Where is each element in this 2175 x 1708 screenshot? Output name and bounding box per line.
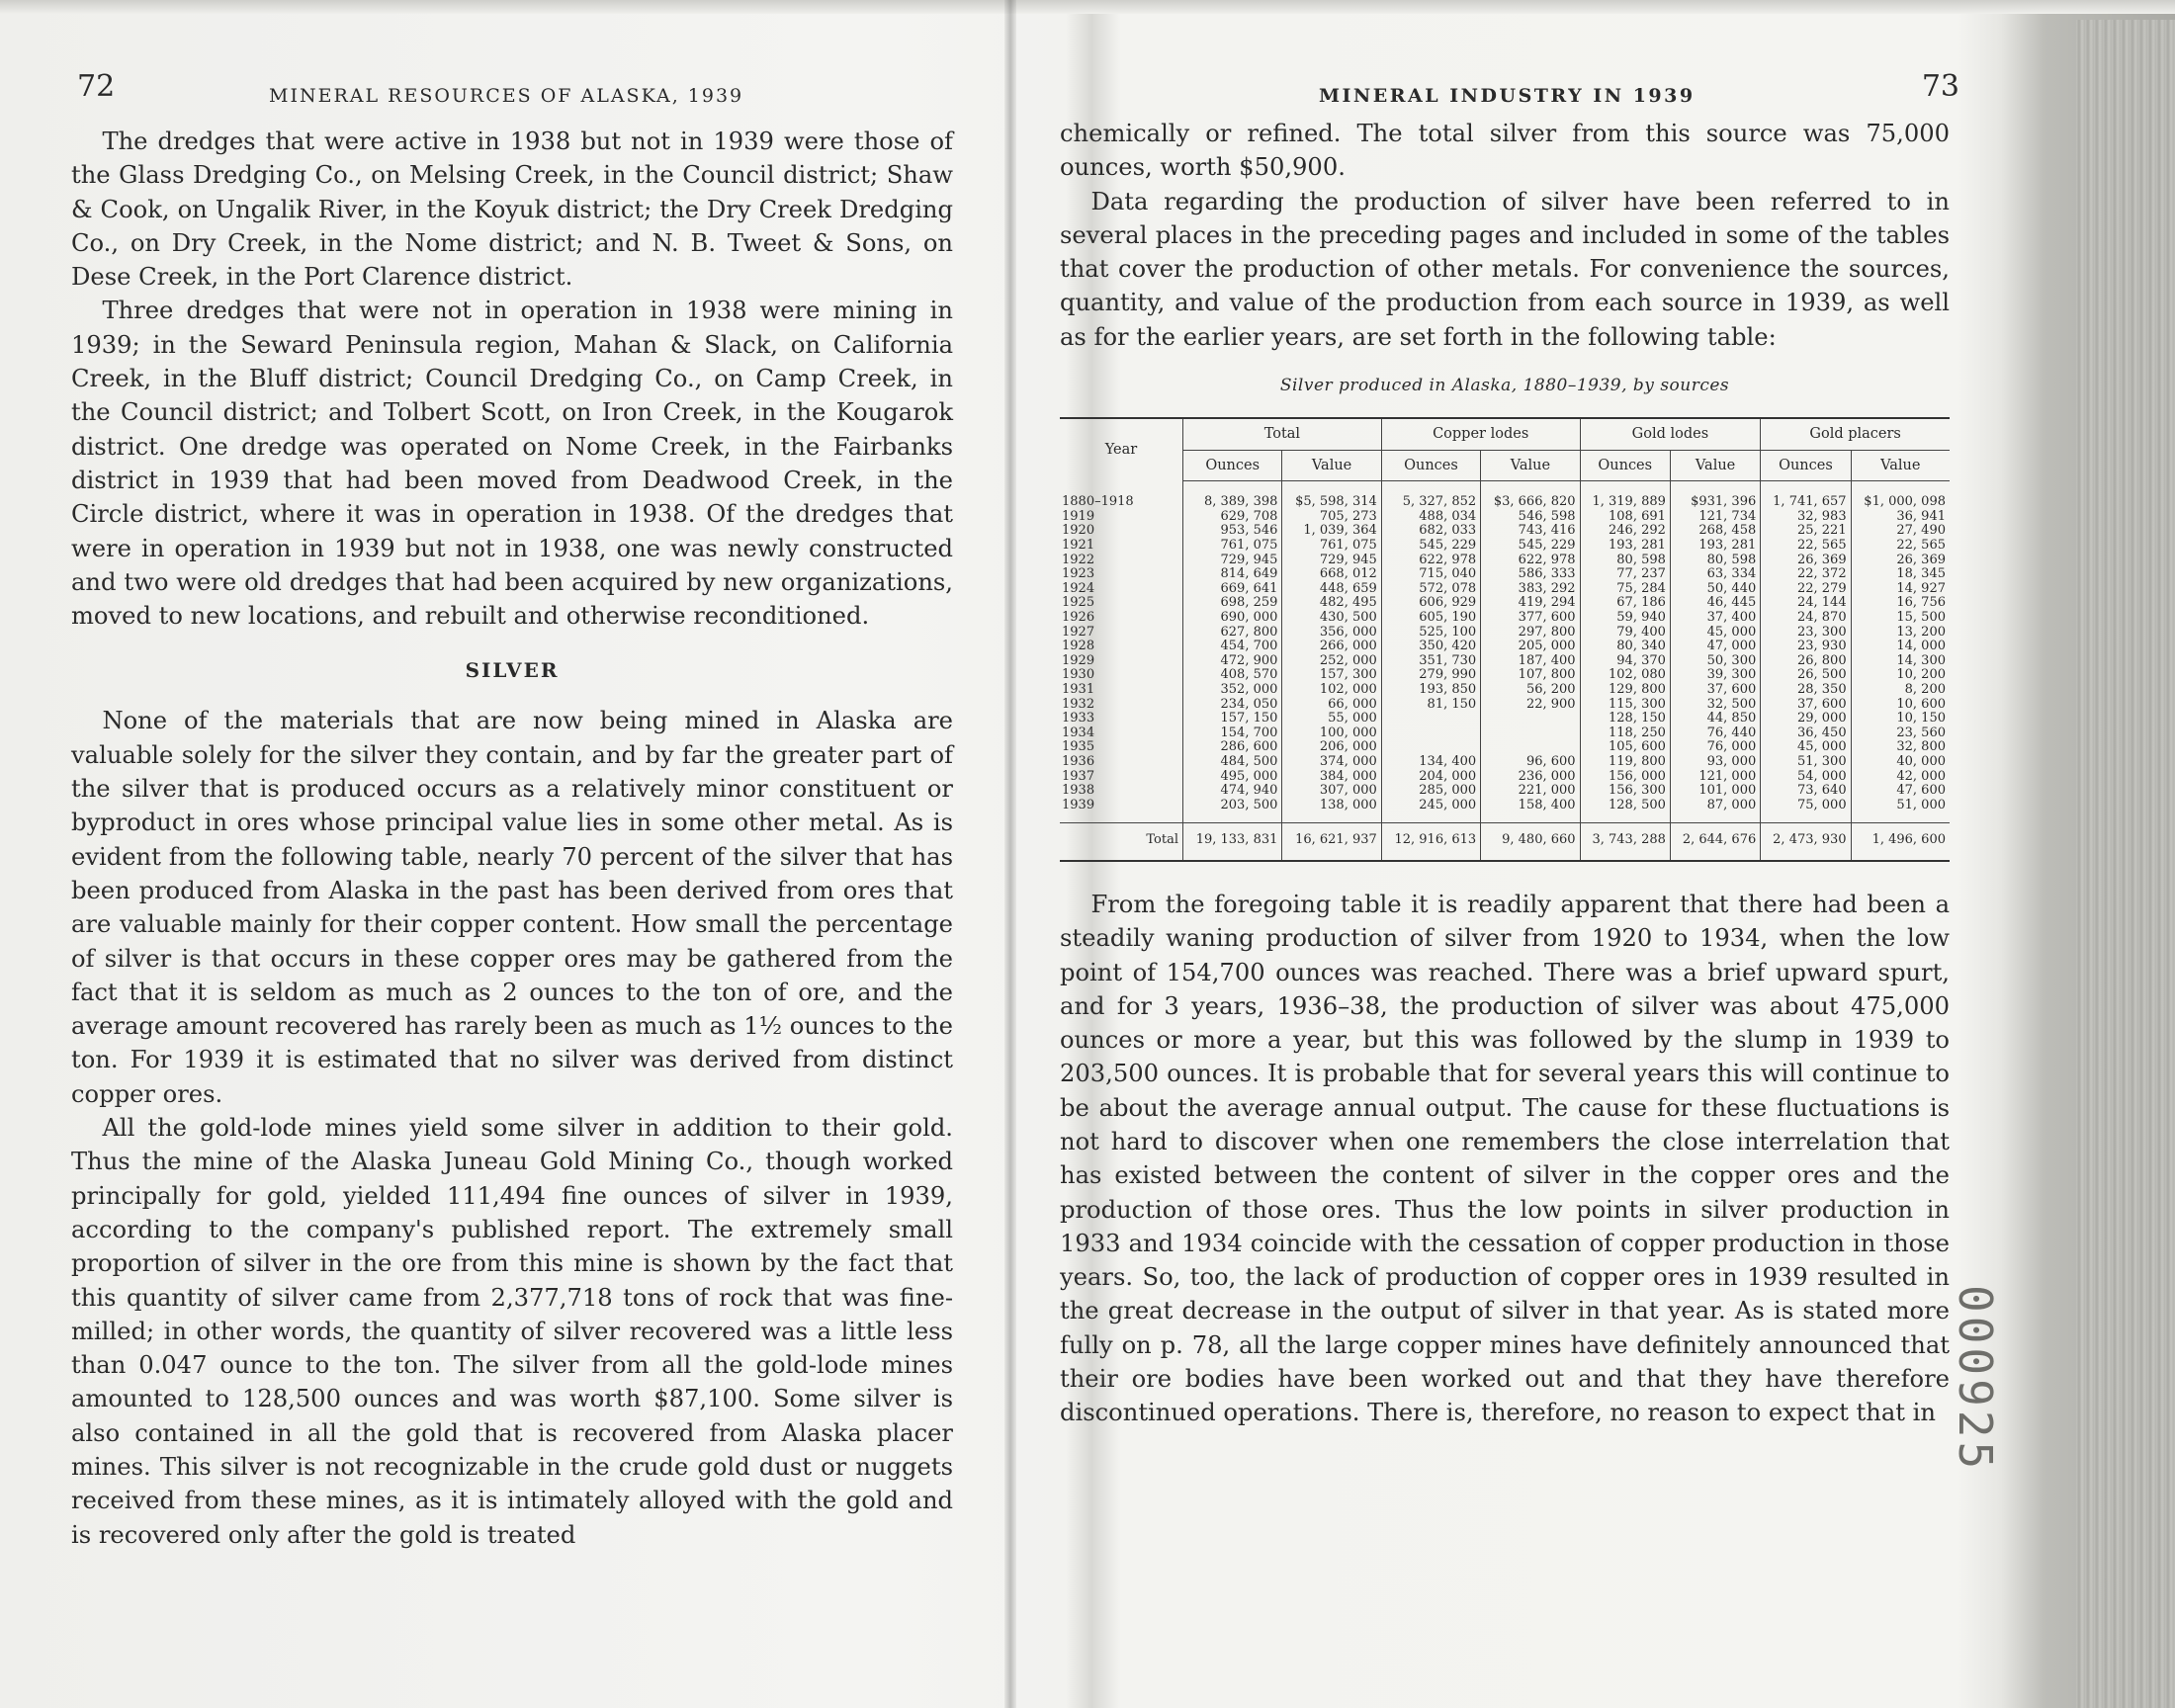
table-cell: 472, 900: [1183, 654, 1282, 669]
table-cell: 193, 850: [1381, 683, 1480, 698]
table-cell: 32, 500: [1670, 698, 1760, 713]
table-cell: 307, 000: [1282, 784, 1381, 799]
table-cell: 454, 700: [1183, 640, 1282, 654]
paragraph: Three dredges that were not in operation in 1938 were mining in 1939; in the Seward Peninsula region, Mahan & Slack, on California Creek, in the Bluff district; Council Dredging Co., on Camp Creek, in the Council district; and Tolbert Scott, on Iron Creek, in the Kougarok district. One dredge was operated on Nome Creek, in the Fairbanks district in 1939 that had been moved from Deadwood Creek, in the Circle district, where it was in operation in 1938. Of the dredges that were in operation in 1939 but not in 1938, one was newly constructed and two were old dredges that had been acquired by new organizations, moved to new locations, and rebuilt and otherwise reconditioned.: [71, 297, 953, 631]
left-body-text: [71, 125, 953, 1552]
table-cell: 408, 570: [1183, 668, 1282, 683]
table-cell: 606, 929: [1381, 596, 1480, 611]
table-cell: 87, 000: [1670, 799, 1760, 823]
table-cell: 1931: [1062, 681, 1095, 697]
table-cell: 2, 473, 930: [1761, 823, 1851, 861]
table-cell: 761, 075: [1282, 539, 1381, 554]
table-cell: 75, 000: [1761, 799, 1851, 823]
table-cell: 37, 400: [1670, 611, 1760, 626]
table-cell: 129, 800: [1580, 683, 1670, 698]
table-cell: 2, 644, 676: [1670, 823, 1760, 861]
table-row: [1060, 712, 1950, 726]
table-cell: 1930: [1062, 667, 1095, 683]
sub-header: Value: [1851, 450, 1950, 481]
table-cell: [1481, 740, 1580, 755]
table-cell: 55, 000: [1282, 712, 1381, 726]
table-cell: 157, 300: [1282, 668, 1381, 683]
table-row: [1060, 611, 1950, 626]
table-cell: 26, 369: [1851, 554, 1950, 568]
paragraph: The dredges that were active in 1938 but not in 1939 were those of the Glass Dredging Co., on Melsing Creek, in the Council district; Shaw & Cook, on Ungalik River, in the Koyuk district; the Dry Creek Dredging Co., on Dry Creek, in the Nome district; and N. B. Tweet & Sons, on Dese Creek, in the Port Clarence district.: [71, 128, 953, 292]
table-cell: 14, 300: [1851, 654, 1950, 669]
table-cell: 1932: [1062, 696, 1095, 712]
table-cell: 286, 600: [1183, 740, 1282, 755]
table-cell: 206, 000: [1282, 740, 1381, 755]
table-cell: 761, 075: [1183, 539, 1282, 554]
table-cell: $5, 598, 314: [1282, 481, 1381, 510]
table-cell: 54, 000: [1761, 770, 1851, 785]
table-cell: 29, 000: [1761, 712, 1851, 726]
table-cell: 51, 300: [1761, 755, 1851, 770]
table-cell: 1924: [1062, 580, 1095, 596]
table-caption: Silver produced in Alaska, 1880–1939, by sources: [1279, 376, 1730, 396]
table-cell: 193, 281: [1670, 539, 1760, 554]
sub-header: Value: [1481, 450, 1580, 481]
table-cell: 482, 495: [1282, 596, 1381, 611]
table-cell: $1, 000, 098: [1851, 481, 1950, 510]
table-cell: 46, 445: [1670, 596, 1760, 611]
table-cell: 448, 659: [1282, 582, 1381, 597]
table-cell: 76, 000: [1670, 740, 1760, 755]
table-cell: 73, 640: [1761, 784, 1851, 799]
table-cell: 36, 941: [1851, 510, 1950, 525]
page-edges: [2076, 20, 2175, 1708]
table-cell: [1381, 740, 1480, 755]
table-row: [1060, 596, 1950, 611]
table-row: [1060, 784, 1950, 799]
table-cell: 40, 000: [1851, 755, 1950, 770]
table-cell: 47, 600: [1851, 784, 1950, 799]
table-cell: [1381, 726, 1480, 741]
table-cell: 107, 800: [1481, 668, 1580, 683]
table-cell: 36, 450: [1761, 726, 1851, 741]
table-row: [1060, 726, 1950, 741]
table-cell: 234, 050: [1183, 698, 1282, 713]
table-row: [1060, 654, 1950, 669]
group-header: Gold placers: [1761, 418, 1950, 450]
table-cell: 1, 496, 600: [1851, 823, 1950, 861]
table-cell: 1, 319, 889: [1580, 481, 1670, 510]
table-cell: 474, 940: [1183, 784, 1282, 799]
table-cell: 22, 565: [1761, 539, 1851, 554]
running-head: MINERAL INDUSTRY IN 1939: [1319, 85, 1696, 107]
table-cell: 352, 000: [1183, 683, 1282, 698]
table-row: [1060, 626, 1950, 640]
table-cell: 14, 927: [1851, 582, 1950, 597]
table-cell: 134, 400: [1381, 755, 1480, 770]
table-row: [1060, 770, 1950, 785]
table-cell: 22, 900: [1481, 698, 1580, 713]
table-cell: 187, 400: [1481, 654, 1580, 669]
sub-header: Value: [1670, 450, 1760, 481]
table-cell: 59, 940: [1580, 611, 1670, 626]
table-row: [1060, 539, 1950, 554]
left-page-header: [71, 69, 953, 119]
table-cell: 350, 420: [1381, 640, 1480, 654]
table-cell: 484, 500: [1183, 755, 1282, 770]
table-cell: 204, 000: [1381, 770, 1480, 785]
table-cell: 119, 800: [1580, 755, 1670, 770]
table-cell: 75, 284: [1580, 582, 1670, 597]
table-cell: 15, 500: [1851, 611, 1950, 626]
table-cell: 37, 600: [1761, 698, 1851, 713]
table-cell: 13, 200: [1851, 626, 1950, 640]
table-cell: 26, 500: [1761, 668, 1851, 683]
table-cell: 66, 000: [1282, 698, 1381, 713]
table-cell: 26, 369: [1761, 554, 1851, 568]
table-row: [1060, 481, 1950, 510]
table-total-row: [1060, 823, 1950, 861]
section-heading: SILVER: [465, 658, 560, 683]
table-cell: 384, 000: [1282, 770, 1381, 785]
table-body: [1060, 481, 1950, 823]
table-cell: 629, 708: [1183, 510, 1282, 525]
right-page-header: [1060, 69, 1959, 119]
table-cell: 285, 000: [1381, 784, 1480, 799]
table-cell: Total: [1060, 823, 1183, 861]
table-cell: 50, 440: [1670, 582, 1760, 597]
table-row: [1060, 640, 1950, 654]
table-cell: $3, 666, 820: [1481, 481, 1580, 510]
table-cell: 1928: [1062, 639, 1095, 654]
table-cell: 94, 370: [1580, 654, 1670, 669]
table-cell: 586, 333: [1481, 567, 1580, 582]
paragraph: All the gold-lode mines yield some silver in addition to their gold. Thus the mine of the Alaska Juneau Gold Mining Co., though worked principally for gold, yielded 111,494 fine ounces of silver in 1939, according to the company's published report. The extremely small proportion of silver in the ore from this mine is shown by the fact that this quantity of silver came from 2,377,718 tons of rock that was fine-milled; in other words, the quantity of silver recovered was a little less than 0.047 ounce to the ton. The silver from all the gold-lode mines amounted to 128,500 ounces and was worth $87,100. Some silver is also contained in all the gold that is recovered from Alaska placer mines. This silver is not recognizable in the crude gold dust or nuggets received from these mines, as it is intimately alloyed with the gold and is recovered only after the gold is treated: [71, 1114, 953, 1549]
table-cell: 12, 916, 613: [1381, 823, 1480, 861]
table-cell: 1926: [1062, 610, 1095, 626]
table-row: [1060, 740, 1950, 755]
table-cell: 1927: [1062, 624, 1095, 640]
table-cell: 23, 560: [1851, 726, 1950, 741]
table-cell: 158, 400: [1481, 799, 1580, 823]
table-cell: 246, 292: [1580, 524, 1670, 539]
table-cell: 356, 000: [1282, 626, 1381, 640]
table-row: [1060, 582, 1950, 597]
table-cell: 622, 978: [1481, 554, 1580, 568]
table-row: [1060, 567, 1950, 582]
table-cell: 1937: [1062, 768, 1095, 784]
paragraph: From the foregoing table it is readily apparent that there had been a steadily waning production of silver from 1920 to 1934, when the low point of 154,700 ounces was reached. There was a brief upward spurt, and for 3 years, 1936–38, the production of silver was about 475,000 ounces or more a year, but this was followed by the slump in 1939 to 203,500 ounces. It is probable that for several years this will continue to be about the average annual output. The cause for these fluctuations is not hard to discover when one remembers the close interrelation that has existed between the content of silver in the copper ores and the production of those ores. Thus the low points in silver production in 1933 and 1934 coincide with the cessation of copper production in those years. So, too, the lack of production of copper ores in 1939 resulted in the great decrease in the output of silver in that year. As is stated more fully on p. 78, all the large copper mines have definitely announced that their ore bodies have been worked out and that they have therefore discontinued operations. There is, therefore, no reason to expect that in: [1060, 890, 1950, 1427]
table-cell: 22, 565: [1851, 539, 1950, 554]
page-number: 72: [77, 69, 116, 104]
table-cell: 743, 416: [1481, 524, 1580, 539]
table-cell: 814, 649: [1183, 567, 1282, 582]
table-row: [1060, 799, 1950, 823]
table-cell: 105, 600: [1580, 740, 1670, 755]
table-cell: 100, 000: [1282, 726, 1381, 741]
right-body-text-after-table: [1060, 888, 1950, 1430]
scan-top-band: [0, 0, 2175, 14]
table-cell: 1925: [1062, 595, 1095, 611]
table-cell: 23, 300: [1761, 626, 1851, 640]
table-cell: 1929: [1062, 652, 1095, 668]
table-cell: 45, 000: [1761, 740, 1851, 755]
table-cell: 16, 756: [1851, 596, 1950, 611]
table-cell: 605, 190: [1381, 611, 1480, 626]
table-cell: 101, 000: [1670, 784, 1760, 799]
table-cell: 419, 294: [1481, 596, 1580, 611]
table-cell: 156, 000: [1580, 770, 1670, 785]
table-cell: 245, 000: [1381, 799, 1480, 823]
table-cell: 50, 300: [1670, 654, 1760, 669]
table-cell: 1933: [1062, 711, 1095, 726]
table-cell: 715, 040: [1381, 567, 1480, 582]
table-row: [1060, 554, 1950, 568]
table-cell: 115, 300: [1580, 698, 1670, 713]
margin-stamp: 000925: [1949, 1285, 2002, 1474]
table-cell: 22, 279: [1761, 582, 1851, 597]
table-cell: 1939: [1062, 797, 1095, 812]
table-cell: 77, 237: [1580, 567, 1670, 582]
table-cell: 690, 000: [1183, 611, 1282, 626]
table-cell: 377, 600: [1481, 611, 1580, 626]
sub-header: Ounces: [1183, 450, 1282, 481]
table-cell: 729, 945: [1183, 554, 1282, 568]
table-cell: [1381, 712, 1480, 726]
table-cell: 1934: [1062, 725, 1095, 740]
running-head: MINERAL RESOURCES OF ALASKA, 1939: [269, 85, 744, 107]
table-cell: 622, 978: [1381, 554, 1480, 568]
table-cell: 5, 327, 852: [1381, 481, 1480, 510]
table-cell: 1935: [1062, 739, 1095, 755]
right-body-text: [1060, 117, 1950, 354]
table-cell: 128, 150: [1580, 712, 1670, 726]
table-cell: 1936: [1062, 753, 1095, 769]
table-cell: 1, 741, 657: [1761, 481, 1851, 510]
table-cell: 44, 850: [1670, 712, 1760, 726]
table-cell: 51, 000: [1851, 799, 1950, 823]
table-cell: 193, 281: [1580, 539, 1670, 554]
table-cell: 22, 372: [1761, 567, 1851, 582]
table-cell: 118, 250: [1580, 726, 1670, 741]
table-cell: 495, 000: [1183, 770, 1282, 785]
table-cell: 546, 598: [1481, 510, 1580, 525]
table-cell: 351, 730: [1381, 654, 1480, 669]
table-cell: [1481, 712, 1580, 726]
table-cell: 10, 600: [1851, 698, 1950, 713]
table-cell: 80, 598: [1670, 554, 1760, 568]
table-cell: 56, 200: [1481, 683, 1580, 698]
table-row: [1060, 698, 1950, 713]
table-cell: 203, 500: [1183, 799, 1282, 823]
table-cell: 545, 229: [1481, 539, 1580, 554]
table-cell: 45, 000: [1670, 626, 1760, 640]
table-cell: 669, 641: [1183, 582, 1282, 597]
table-cell: 525, 100: [1381, 626, 1480, 640]
table-cell: 8, 389, 398: [1183, 481, 1282, 510]
sub-header: Value: [1282, 450, 1381, 481]
table-cell: 297, 800: [1481, 626, 1580, 640]
table-cell: 1880–1918: [1062, 494, 1134, 510]
page-number: 73: [1921, 69, 1959, 104]
table-cell: 93, 000: [1670, 755, 1760, 770]
table-cell: 279, 990: [1381, 668, 1480, 683]
group-header: Copper lodes: [1381, 418, 1580, 450]
table-cell: 76, 440: [1670, 726, 1760, 741]
table-cell: 121, 734: [1670, 510, 1760, 525]
table-cell: 698, 259: [1183, 596, 1282, 611]
table-cell: 9, 480, 660: [1481, 823, 1580, 861]
table-cell: 128, 500: [1580, 799, 1670, 823]
table-cell: 252, 000: [1282, 654, 1381, 669]
table-cell: 156, 300: [1580, 784, 1670, 799]
table-cell: 37, 600: [1670, 683, 1760, 698]
table-cell: 266, 000: [1282, 640, 1381, 654]
paragraph: Data regarding the production of silver have been referred to in several places in the preceding pages and included in some of the tables that cover the production of other metals. For convenience the sources, quantity, and value of the production from each source in 1939, as well as for the earlier years, are set forth in the following table:: [1060, 187, 1950, 351]
table-cell: 205, 000: [1481, 640, 1580, 654]
group-header: Gold lodes: [1580, 418, 1761, 450]
silver-production-table: [1060, 417, 1950, 862]
table-cell: 138, 000: [1282, 799, 1381, 823]
group-header: Total: [1183, 418, 1382, 450]
table-cell: 19, 133, 831: [1183, 823, 1282, 861]
table-cell: 102, 000: [1282, 683, 1381, 698]
table-cell: 1, 039, 364: [1282, 524, 1381, 539]
table-cell: 27, 490: [1851, 524, 1950, 539]
table-cell: [1481, 726, 1580, 741]
book-gutter: [1004, 0, 1016, 1708]
table-cell: 18, 345: [1851, 567, 1950, 582]
table-cell: 157, 150: [1183, 712, 1282, 726]
table-cell: 383, 292: [1481, 582, 1580, 597]
table-cell: 1923: [1062, 566, 1095, 582]
table-row: [1060, 510, 1950, 525]
table-cell: 1921: [1062, 538, 1095, 554]
sub-header: Ounces: [1761, 450, 1851, 481]
table-cell: 39, 300: [1670, 668, 1760, 683]
table-row: [1060, 668, 1950, 683]
table-cell: 24, 144: [1761, 596, 1851, 611]
table-cell: 1920: [1062, 523, 1095, 539]
table-cell: 154, 700: [1183, 726, 1282, 741]
left-page: [71, 69, 953, 1552]
table-cell: 42, 000: [1851, 770, 1950, 785]
table-cell: 572, 078: [1381, 582, 1480, 597]
table-cell: 108, 691: [1580, 510, 1670, 525]
table-cell: 47, 000: [1670, 640, 1760, 654]
table-cell: 10, 150: [1851, 712, 1950, 726]
table-cell: 682, 033: [1381, 524, 1480, 539]
table-cell: 668, 012: [1282, 567, 1381, 582]
table-cell: 63, 334: [1670, 567, 1760, 582]
table-cell: 16, 621, 937: [1282, 823, 1381, 861]
table-cell: 81, 150: [1381, 698, 1480, 713]
table-cell: 32, 800: [1851, 740, 1950, 755]
table-cell: 102, 080: [1580, 668, 1670, 683]
table-cell: 221, 000: [1481, 784, 1580, 799]
table-cell: 67, 186: [1580, 596, 1670, 611]
year-column-header: Year: [1060, 418, 1183, 481]
table-cell: 80, 598: [1580, 554, 1670, 568]
table-cell: 3, 743, 288: [1580, 823, 1670, 861]
table-cell: 121, 000: [1670, 770, 1760, 785]
table-cell: 488, 034: [1381, 510, 1480, 525]
table-cell: 14, 000: [1851, 640, 1950, 654]
table-cell: 545, 229: [1381, 539, 1480, 554]
table-cell: 430, 500: [1282, 611, 1381, 626]
paragraph: None of the materials that are now being mined in Alaska are valuable solely for the silver they contain, and by far the greater part of the silver that is produced occurs as a relatively minor constituent or byproduct in ores whose principal value lies in some other metal. As is evident from the following table, nearly 70 percent of the silver that has been produced from Alaska in the past has been derived from ores that are valuable mainly for their copper content. How small the percentage of silver is that occurs in these copper ores may be gathered from the fact that it is seldom as much as 2 ounces to the ton of ore, and the average amount recovered has rarely been as much as 1½ ounces to the ton. For 1939 it is estimated that no silver was derived from distinct copper ores.: [71, 707, 953, 1108]
table-cell: 268, 458: [1670, 524, 1760, 539]
table-cell: 10, 200: [1851, 668, 1950, 683]
right-page: [1060, 69, 1959, 1430]
table-cell: 1938: [1062, 783, 1095, 799]
sub-header: Ounces: [1580, 450, 1670, 481]
table-cell: 729, 945: [1282, 554, 1381, 568]
table-row: [1060, 683, 1950, 698]
table-cell: 705, 273: [1282, 510, 1381, 525]
sub-header: Ounces: [1381, 450, 1480, 481]
table-cell: 1919: [1062, 508, 1095, 524]
table-cell: 80, 340: [1580, 640, 1670, 654]
table-cell: 26, 800: [1761, 654, 1851, 669]
table-cell: 374, 000: [1282, 755, 1381, 770]
table-cell: 236, 000: [1481, 770, 1580, 785]
table-cell: 79, 400: [1580, 626, 1670, 640]
table-cell: $931, 396: [1670, 481, 1760, 510]
table-cell: 24, 870: [1761, 611, 1851, 626]
table-cell: 32, 983: [1761, 510, 1851, 525]
table-cell: 627, 800: [1183, 626, 1282, 640]
table-cell: 953, 546: [1183, 524, 1282, 539]
paragraph: chemically or refined. The total silver from this source was 75,000 ounces, worth $50,900.: [1060, 120, 1950, 182]
table-cell: 25, 221: [1761, 524, 1851, 539]
table-cell: 8, 200: [1851, 683, 1950, 698]
table-cell: 96, 600: [1481, 755, 1580, 770]
table-cell: 1922: [1062, 552, 1095, 567]
table-row: [1060, 755, 1950, 770]
table-cell: 28, 350: [1761, 683, 1851, 698]
table-cell: 23, 930: [1761, 640, 1851, 654]
table-row: [1060, 524, 1950, 539]
